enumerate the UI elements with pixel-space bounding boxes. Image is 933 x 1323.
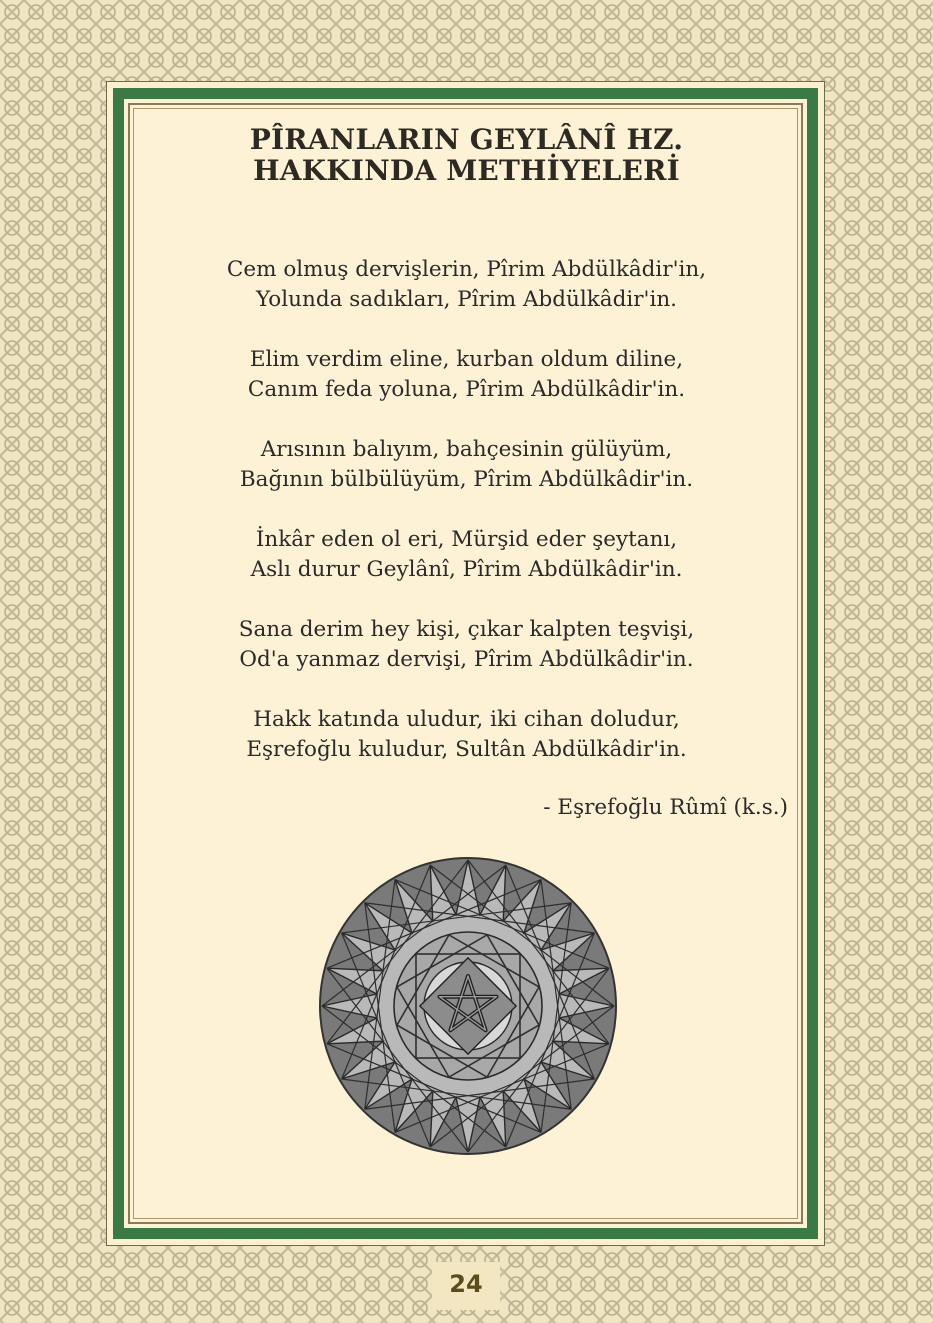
stanza: [140, 525, 793, 585]
poem-line: Od'a yanmaz dervişi, Pîrim Abdülkâdir'in.: [239, 647, 694, 672]
poem-line: Aslı durur Geylânî, Pîrim Abdülkâdir'in.: [250, 557, 683, 582]
stanza: [140, 705, 793, 765]
poem-line: Elim verdim eline, kurban oldum diline,: [249, 347, 684, 372]
page-number: 24: [449, 1270, 483, 1298]
poem-line: İnkâr eden ol eri, Mürşid eder şeytanı,: [255, 527, 678, 552]
stanza: [140, 435, 793, 495]
poem-line: Yolunda sadıkları, Pîrim Abdülkâdir'in.: [255, 287, 677, 312]
poem-line: Canım feda yoluna, Pîrim Abdülkâdir'in.: [247, 377, 686, 402]
poem-signature: - Eşrefoğlu Rûmî (k.s.): [543, 795, 788, 820]
poem: [140, 255, 793, 795]
poem-line: Eşrefoğlu kuludur, Sultân Abdülkâdir'in.: [246, 737, 687, 762]
star-rosette-emblem: [318, 856, 618, 1156]
poem-line: Arısının balıyım, bahçesinin gülüyüm,: [260, 437, 673, 462]
title-line-1: PÎRANLARIN GEYLÂNÎ HZ.: [249, 123, 684, 156]
poem-line: Cem olmuş dervişlerin, Pîrim Abdülkâdir'in,: [226, 257, 707, 282]
page-title: [140, 124, 793, 186]
title-line-2: HAKKINDA METHİYELERİ: [253, 154, 680, 187]
poem-line: Sana derim hey kişi, çıkar kalpten teşvişi,: [238, 617, 695, 642]
stanza: [140, 615, 793, 675]
poem-line: Hakk katında uludur, iki cihan doludur,: [253, 707, 680, 732]
stanza: [140, 255, 793, 315]
poem-line: Bağının bülbülüyüm, Pîrim Abdülkâdir'in.: [239, 467, 694, 492]
stanza: [140, 345, 793, 405]
